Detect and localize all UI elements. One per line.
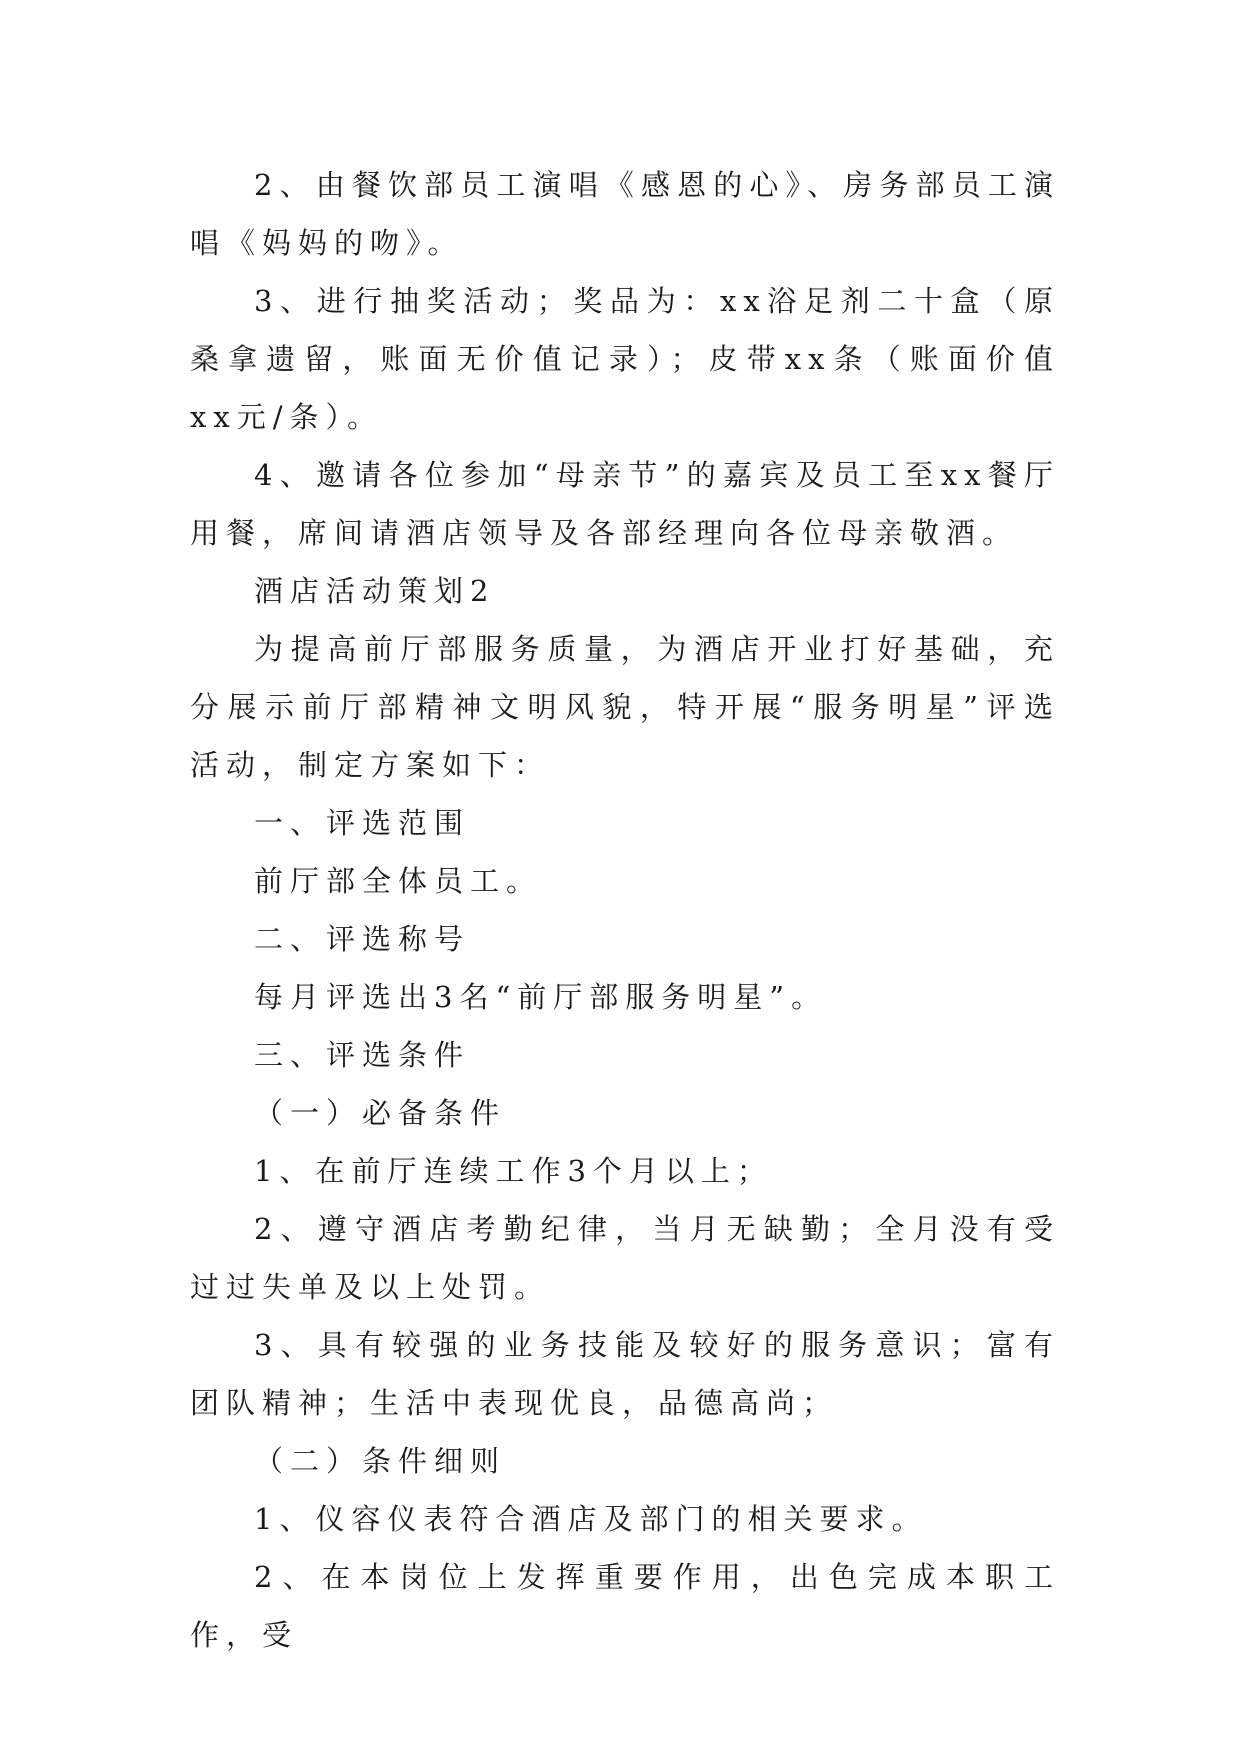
list-item: 1、在前厅连续工作3个月以上； — [254, 1154, 773, 1188]
list-item: 2、在本岗位上发挥重要作用，出色完成本职工作，受 — [190, 1560, 1060, 1652]
subheading-required: （一）必备条件 — [254, 1096, 507, 1130]
list-item: 2、遵守酒店考勤纪律，当月无缺勤；全月没有受过过失单及以上处罚。 — [190, 1212, 1060, 1304]
document-body — [190, 156, 1060, 1664]
heading-title: 二、评选称号 — [254, 922, 471, 956]
paragraph-intro: 为提高前厅部服务质量，为酒店开业打好基础，充分展示前厅部精神文明风貌，特开展“服务明星”评选活动，制定方案如下： — [190, 632, 1060, 782]
paragraph-title: 每月评选出3名“前厅部服务明星”。 — [254, 980, 828, 1014]
heading-scope: 一、评选范围 — [254, 806, 471, 840]
paragraph-scope: 前厅部全体员工。 — [254, 864, 543, 898]
list-item: 1、仪容仪表符合酒店及部门的相关要求。 — [254, 1502, 928, 1536]
paragraph-performance: 2、由餐饮部员工演唱《感恩的心》、房务部员工演唱《妈妈的吻》。 — [190, 168, 1060, 260]
paragraph-dinner: 4、邀请各位参加“母亲节”的嘉宾及员工至xx餐厅用餐，席间请酒店领导及各部经理向各位母亲敬酒。 — [190, 458, 1060, 550]
heading-conditions: 三、评选条件 — [254, 1038, 471, 1072]
section-title-plan-2: 酒店活动策划2 — [254, 574, 496, 608]
paragraph-lottery: 3、进行抽奖活动；奖品为：xx浴足剂二十盒（原桑拿遗留，账面无价值记录）；皮带xx条（账面价值xx元/条）。 — [190, 284, 1060, 434]
list-item: 3、具有较强的业务技能及较好的服务意识；富有团队精神；生活中表现优良，品德高尚； — [190, 1328, 1060, 1420]
subheading-details: （二）条件细则 — [254, 1444, 507, 1478]
